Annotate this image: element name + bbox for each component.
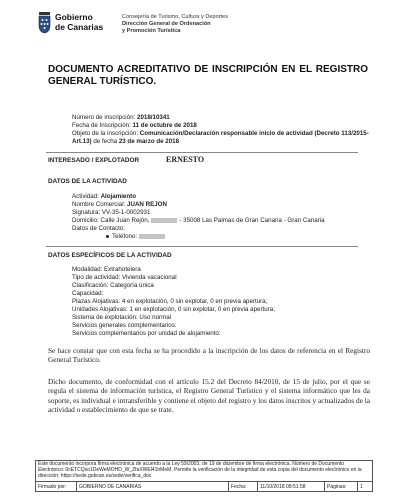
signature-note: Este documento incorpora firma electrónica de acuerdo a la Ley 59/2003, de 19 de diciembre de firma electrónica. Número de Documento Electrónico: 0cETCQso1DeWeMOHD_W_ZfaXWEl41hMeM. Permite la verificación de la integridad de esta copia del documento electrónico en la dirección: https://sede.gobcan.es/sede/verifica_doc [36,461,372,482]
divider [46,152,358,153]
divider [46,246,358,247]
inscription-number: 2018/10341 [137,114,170,121]
redacted-block [139,234,165,239]
inscription-date: 11 de octubre de 2018 [132,122,197,129]
section-title-actividad: DATOS DE LA ACTIVIDAD [48,178,127,185]
coat-of-arms-icon [38,12,51,34]
signature-footer [35,460,373,492]
bullet-icon [106,235,109,238]
gobierno-logo [38,12,118,36]
paragraph-inscription: Se hace constar que con esta fecha se ha procedido a la inscripción de los datos de referencia en el Registro General Turístico. [48,346,370,365]
redacted-block [151,218,177,223]
section-title-especificos: DATOS ESPECÍFICOS DE LA ACTIVIDAD [48,252,172,259]
inscription-object: Comunicación/Declaración responsable inicio de actividad (Decreto 113/2015-Art.13) [72,130,369,145]
interesado-name: ERNESTO [166,155,205,164]
activity-data: Actividad: Alojamiento Nombre Comercial: JUAN REJON Signatura: VV-35-1-0002931 Domicilio: Calle Juan Rejón, - 35008 Las Palmas de Gran Canaria - Gran Canaria Datos de Contacto: Teléfono: [72,193,325,240]
page-count: 1 [360,484,363,490]
signature-date: 11/10/2018 08:51:58 [258,482,325,492]
inscription-meta: Número de inscripción: 2018/10341 Fecha de Inscripción: 11 de octubre de 2018 Objeto de la inscripción: Comunicación/Declaración responsable inicio de actividad (Decreto 113/2015-Art.13) de fecha 23 de marzo de 2018 [72,114,369,145]
specific-data: Modalidad: Extrahotelera Tipo de actividad: Vivienda vacacional Clasificación: Categoría única Capacidad: Plazas Alojativas: 4 en explotación, 0 sin explotar, 0 en previa apertura; Unidades Alojativas: 1 en explotación, 0 sin explotar, 0 en previa apertura; Sistema de explotación: Uso normal Servicios generales complementarios: Servicios complementarios por unidad de alojamiento: [72,266,275,337]
document-title: DOCUMENTO ACREDITATIVO DE INSCRIPCIÓN EN EL REGISTRO GENERAL TURÍSTICO. [48,64,368,87]
brand-name: Gobierno de Canarias [55,12,104,32]
department-name: Consejería de Turismo, Cultura y Deportes Dirección General de Ordenación y Promoción Turística [122,14,229,34]
signature-row: Firmado por: GOBIERNO DE CANARIAS Fecha: 11/10/2018 08:51:58 Páginas: 1 [36,482,372,492]
signer: GOBIERNO DE CANARIAS [77,482,229,492]
paragraph-legal: Dicho documento, de conformidad con el artículo 15.2 del Decreto 84/2010, de 15 de julio, por el que se regula el sistema de información turística, el Registro General Turístico y el sistema informático que les da soporte, es individual e intransferible y contiene el objeto del registro y los datos inscritos y actualizados de la actividad o establecimiento de que se trate. [48,377,370,415]
interesado-label: INTERESADO / EXPLOTADOR [48,157,140,164]
